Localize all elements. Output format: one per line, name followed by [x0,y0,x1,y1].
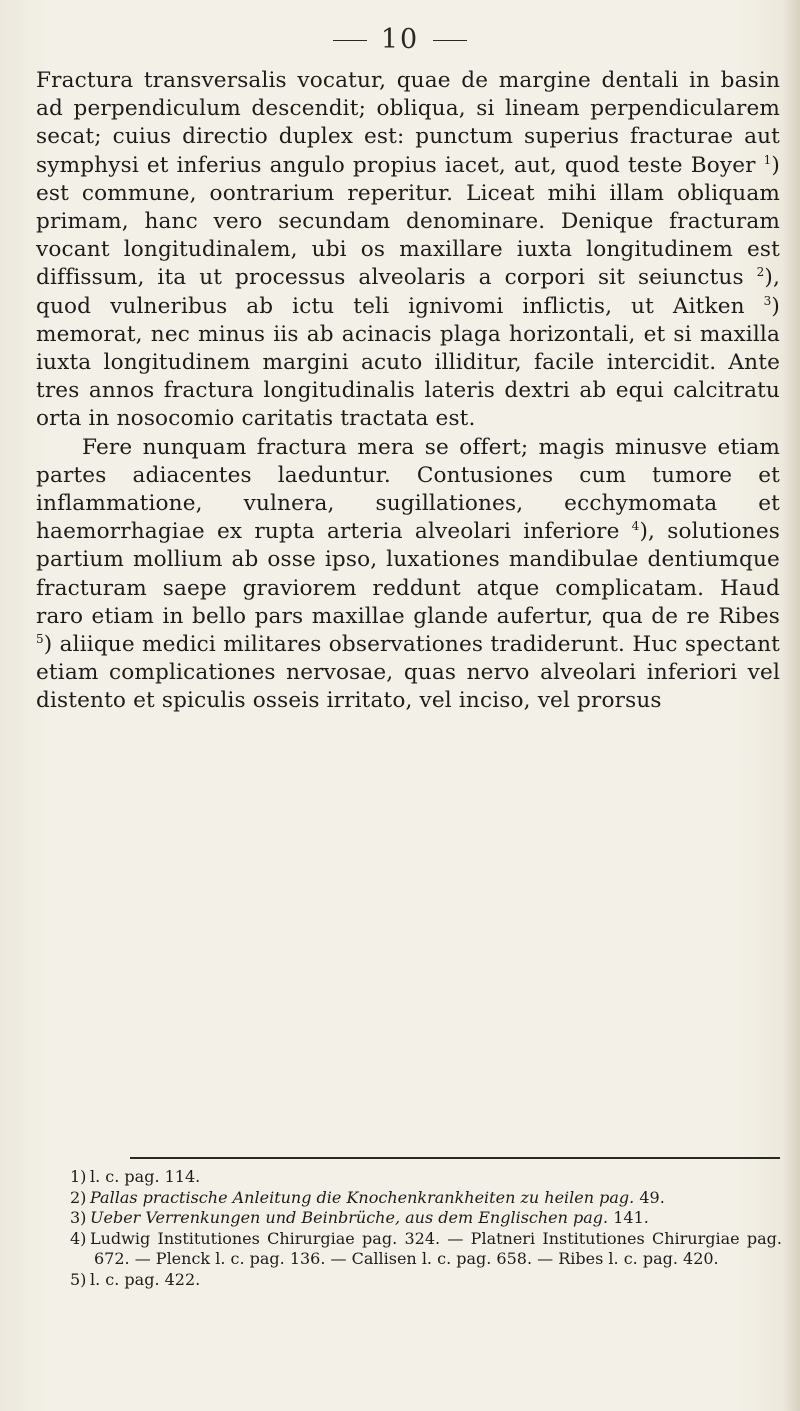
text-run: Fere nunquam fractura mera se offert; magis minusve etiam partes adiacentes laeduntur. Contusiones cum tumore et inflammatione, vulnera, sugillationes, ecchymomata et haemorrhagiae ex rupta arteria alveolari inferiore [36,434,780,545]
footnote-text: l. c. pag. 114. [90,1167,201,1186]
footnote-text: 141. [608,1208,649,1227]
text-run: ) memorat, nec minus iis ab acinacis plaga horizontali, et si maxilla iuxta longitudinem margini acuto illiditur, facile intercidit. Ante tres annos fractura longitudinalis lateris dextri ab equi calcitratu orta in nosocomio caritatis tractata est. [36,293,780,432]
main-text [36,67,780,716]
footnote-5 [70,1270,782,1291]
footnote-ref-4: 4 [631,519,640,534]
footnote-2 [70,1188,782,1209]
page-number: 10 [380,24,420,55]
text-run: Fractura transversalis vocatur, quae de margine dentali in basin ad perpendiculum descendit; obliqua, si lineam perpendicularem secat; cuius directio duplex est: punctum superius fracturae aut symphysi et inferius angulo propius iacet, aut, quod teste Boyer [36,68,780,178]
footnote-1 [70,1167,782,1188]
footnote-3 [70,1208,782,1229]
header-dash-right [433,40,467,41]
footnote-text: l. c. pag. 422. [90,1269,201,1289]
text-run: ), quod vulneribus ab ictu teli ignivomi inflictis, ut Aitken [36,265,780,319]
page-edge-shadow [782,0,800,1411]
footnote-number: 2) [70,1187,87,1207]
page-header [0,24,800,55]
footnote-text: Pallas practische Anleitung die Knochenkrankheiten zu heilen pag. [90,1187,635,1207]
text-run: ) aliique medici militares observationes tradiderunt. Huc spectant etiam complicationes nervosae, quas nervo alveolari inferiori vel distento et spiculis osseis irritato, vel inciso, vel prorsus [36,632,780,714]
footnote-ref-1: 1 [763,152,772,167]
footnote-text: 49. [634,1187,665,1207]
footnote-ref-3: 3 [763,293,772,308]
footnote-4 [70,1229,782,1270]
paragraph-1 [36,67,780,434]
footnotes [70,1167,782,1290]
footnote-number: 1) [70,1167,87,1186]
footnote-number: 5) [70,1269,87,1289]
text-run: ), solutiones partium mollium ab osse ipso, luxationes mandibulae dentiumque fracturam saepe graviorem reddunt atque complicatam. Haud raro etiam in bello pars maxillae glande aufertur, qua de re Ribes [36,519,780,629]
footnote-ref-5: 5 [36,632,44,647]
text-run: ) est commune, oontrarium reperitur. Liceat mihi illam obliquam primam, hanc vero secundam denominare. Denique fracturam vocant longitudinalem, ubi os maxillare iuxta longitudinem est diffissum, ita ut processus alveolaris a corpori sit seiunctus [36,152,780,291]
paragraph-2 [36,434,780,716]
footnote-text: Ludwig Institutiones Chirurgiae pag. 324. — Platneri Institutiones Chirurgiae pag. 672. — Plenck l. c. pag. 136. — Callisen l. c. pag. 658. — Ribes l. c. pag. 420. [90,1228,782,1268]
footnote-text: Ueber Verrenkungen und Beinbrüche, aus dem Englischen pag. [90,1208,609,1227]
footnote-number: 4) [70,1228,87,1248]
footnote-number: 3) [70,1208,87,1227]
footnote-separator [130,1157,780,1159]
footnote-ref-2: 2 [756,265,765,280]
header-dash-left [333,40,367,41]
